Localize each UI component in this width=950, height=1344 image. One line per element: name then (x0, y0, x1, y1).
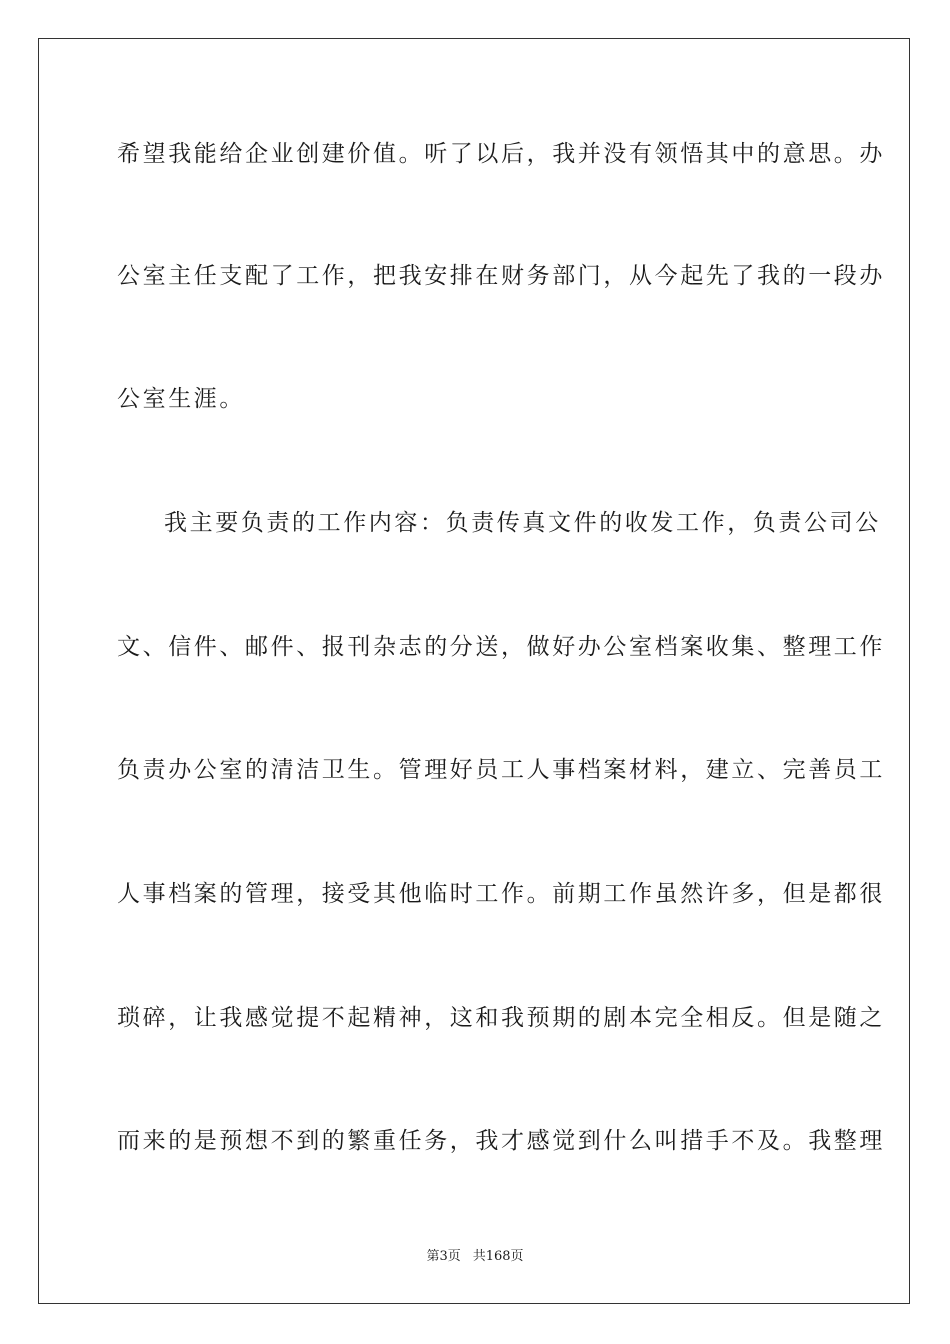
text-line-7: 人事档案的管理，接受其他临时工作。前期工作虽然许多，但是都很 (117, 881, 885, 907)
page-footer (0, 1248, 950, 1266)
text-line-5: 文、信件、邮件、报刊杂志的分送，做好办公室档案收集、整理工作 (117, 634, 885, 660)
text-line-9: 而来的是预想不到的繁重任务，我才感觉到什么叫措手不及。我整理 (117, 1128, 885, 1154)
page-number-current: 第3页 (426, 1249, 461, 1264)
text-line-3: 公室生涯。 (117, 386, 245, 412)
text-line-8: 琐碎，让我感觉提不起精神，这和我预期的剧本完全相反。但是随之 (117, 1005, 885, 1031)
page-border (38, 38, 910, 1304)
page-number-total: 共168页 (472, 1249, 524, 1264)
text-line-4-paragraph-start: 我主要负责的工作内容：负责传真文件的收发工作，负责公司公 (164, 510, 881, 536)
text-line-6: 负责办公室的清洁卫生。管理好员工人事档案材料，建立、完善员工 (117, 757, 885, 783)
text-line-1: 希望我能给企业创建价值。听了以后，我并没有领悟其中的意思。办 (117, 141, 885, 167)
text-line-2: 公室主任支配了工作，把我安排在财务部门，从今起先了我的一段办 (117, 263, 885, 289)
